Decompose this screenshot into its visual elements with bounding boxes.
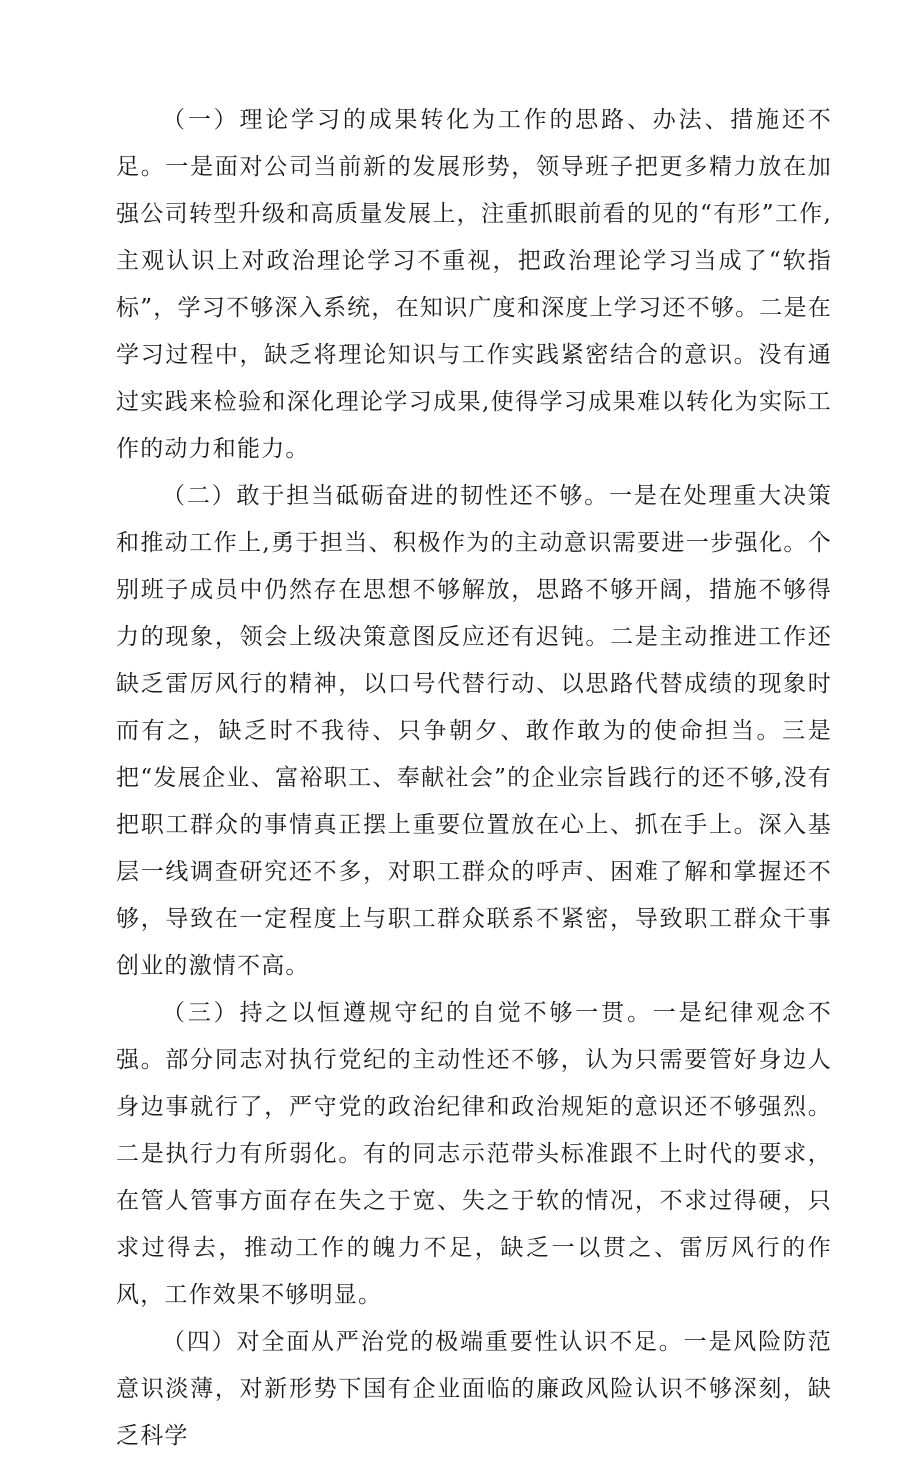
paragraph-theory-study: （一）理论学习的成果转化为工作的思路、办法、措施还不足。一是面对公司当前新的发展形势，领导班子把更多精力放在加强公司转型升级和高质量发展上，注重抓眼前看的见的“有形”工作,主观认识上对政治理论学习不重视，把政治理论学习当成了“软指标”，学习不够深入系统，在知识广度和深度上学习还不够。二是在学习过程中，缺乏将理论知识与工作实践紧密结合的意识。没有通过实践来检验和深化理论学习成果,使得学习成果难以转化为实际工作的动力和能力。 <box>116 107 832 462</box>
paragraph-discipline: （三）持之以恒遵规守纪的自觉不够一贯。一是纪律观念不强。部分同志对执行党纪的主动性还不够，认为只需要管好身边人身边事就行了，严守党的政治纪律和政治规矩的意识还不够强烈。二是执行力有所弱化。有的同志示范带头标准跟不上时代的要求，在管人管事方面存在失之于宽、失之于软的情况，不求过得硬，只求过得去，推动工作的魄力不足，缺乏一以贯之、雷厉风行的作风，工作效果不够明显。 <box>116 1000 832 1308</box>
paragraph-party-governance: （四）对全面从严治党的极端重要性认识不足。一是风险防范意识淡薄，对新形势下国有企业面临的廉政风险认识不够深刻，缺乏科学 <box>116 1329 832 1449</box>
document-body <box>116 97 832 1460</box>
paragraph-responsibility: （二）敢于担当砥砺奋进的韧性还不够。一是在处理重大决策和推动工作上,勇于担当、积极作为的主动意识需要进一步强化。个别班子成员中仍然存在思想不够解放，思路不够开阔，措施不够得力的现象，领会上级决策意图反应还有迟钝。二是主动推进工作还缺乏雷厉风行的精神，以口号代替行动、以思路代替成绩的现象时而有之，缺乏时不我待、只争朝夕、敢作敢为的使命担当。三是把“发展企业、富裕职工、奉献社会”的企业宗旨践行的还不够,没有把职工群众的事情真正摆上重要位置放在心上、抓在手上。深入基层一线调查研究还不多，对职工群众的呼声、困难了解和掌握还不够，导致在一定程度上与职工群众联系不紧密，导致职工群众干事创业的激情不高。 <box>116 483 832 979</box>
